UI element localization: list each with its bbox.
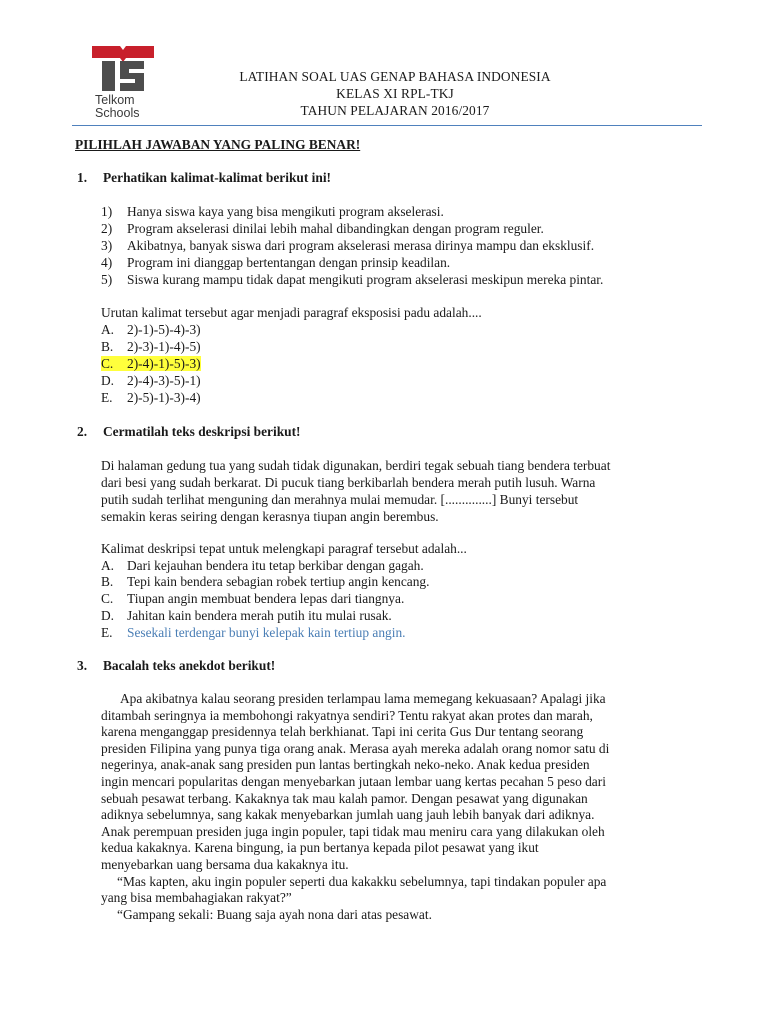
option-text: 2)-3)-1)-4)-5) — [127, 339, 201, 354]
header-divider — [72, 125, 702, 126]
option-letter: B. — [101, 574, 114, 589]
q3-number: 3. — [77, 658, 88, 673]
option-letter: D. — [101, 373, 115, 388]
option-letter: B. — [101, 339, 114, 354]
option-text: 2)-1)-5)-4)-3) — [127, 322, 201, 337]
q2-title: Cermatilah teks deskripsi berikut! — [103, 424, 301, 439]
q1-sentence — [101, 238, 594, 254]
header-class: KELAS XI RPL-TKJ — [336, 86, 454, 101]
option-text: Jahitan kain bendera merah putih itu mulai rusak. — [127, 608, 392, 623]
q3-passage-line: Apa akibatnya kalau seorang presiden terlampau lama memegang kekuasaan? Apalagi jika — [120, 691, 606, 706]
q1-sentence-text: Program ini dianggap bertentangan dengan prinsip keadilan. — [127, 255, 451, 270]
option-text: Dari kejauhan bendera itu tetap berkibar dengan gagah. — [127, 558, 424, 573]
q1-sentence-number: 2) — [101, 221, 113, 236]
header-year: TAHUN PELAJARAN 2016/2017 — [300, 103, 490, 118]
q2-option-b — [101, 574, 429, 590]
logo-text-telkom: Telkom — [95, 93, 135, 107]
instruction: PILIHLAH JAWABAN YANG PALING BENAR! — [75, 137, 361, 152]
q1-option-e — [101, 390, 201, 406]
option-text: 2)-5)-1)-3)-4) — [127, 390, 201, 405]
q3-passage-line: sebuah pesawat terbang. Kakaknya tak mau kalah pamor. Dengan pesawat yang digunakan — [101, 791, 588, 806]
q1-option-b — [101, 339, 201, 355]
logo-t-stem — [102, 61, 115, 91]
option-text: 2)-4)-1)-5)-3) — [127, 356, 201, 371]
q3-passage-line: karena menganggap presidennya telah berkhianat. Tapi ini cerita Gus Dur tentang seorang — [101, 724, 584, 739]
q1-sentence — [101, 272, 603, 288]
q2-passage-line: dari besi yang sudah berkarat. Di pucuk tiang berkibarlah bendera merah putih lusuh. Warna — [101, 475, 596, 490]
q2-number: 2. — [77, 424, 88, 439]
logo-red-book-icon — [92, 46, 154, 62]
q1-option-c-highlighted — [101, 356, 201, 372]
q3-passage-line: presiden Filipina yang punya tiga orang anak. Merasa ayah mereka adalah orang nomor satu di — [101, 741, 610, 756]
option-letter: A. — [101, 558, 115, 573]
q3-title: Bacalah teks anekdot berikut! — [103, 658, 276, 673]
q1-sentence — [101, 204, 444, 220]
q1-heading — [77, 170, 331, 186]
option-text: Tepi kain bendera sebagian robek tertiup angin kencang. — [127, 574, 430, 589]
header-title: LATIHAN SOAL UAS GENAP BAHASA INDONESIA — [239, 69, 551, 84]
q3-passage-line: Anak perempuan presiden juga ingin populer, tapi tidak mau meniru cara yang dilakukan oleh — [101, 824, 605, 839]
q2-option-e — [101, 625, 406, 641]
q1-sentence-number: 3) — [101, 238, 113, 253]
q1-sentence — [101, 221, 544, 237]
q2-passage-line: Di halaman gedung tua yang sudah tidak digunakan, berdiri tegak sebuah tiang bendera terbuat — [101, 458, 611, 473]
q3-passage-line: kedua kakaknya. Karena bingung, ia pun bertanya kepada pilot pesawat yang ikut — [101, 840, 539, 855]
option-text-blue: Sesekali terdengar bunyi kelepak kain tertiup angin. — [127, 625, 406, 640]
q2-heading — [77, 424, 301, 440]
option-text: Tiupan angin membuat bendera lepas dari tiangnya. — [127, 591, 405, 606]
option-letter: D. — [101, 608, 115, 623]
q2-option-d — [101, 608, 392, 624]
q2-passage-line: putih sudah terlihat menguning dan merahnya mulai memudar. [..............] Bunyi tersebut — [101, 492, 579, 507]
logo-text-schools: Schools — [95, 106, 140, 120]
q1-prompt: Urutan kalimat tersebut agar menjadi paragraf eksposisi padu adalah.... — [101, 305, 482, 320]
logo-s-shape — [120, 61, 144, 91]
q3-passage-line: negerinya, anak-anak sang presiden pun lantas bertingkah neko-neko. Anak kedua presiden — [101, 757, 590, 772]
q2-option-a — [101, 558, 424, 574]
option-text: 2)-4)-3)-5)-1) — [127, 373, 201, 388]
q1-sentence-text: Hanya siswa kaya yang bisa mengikuti program akselerasi. — [127, 204, 444, 219]
q3-passage-line: ingin mencari popularitas dengan menyebarkan jutaan lembar uang kertas pecahan 5 peso dari — [101, 774, 606, 789]
option-letter: A. — [101, 322, 115, 337]
q1-sentence-number: 1) — [101, 204, 113, 219]
q2-option-c — [101, 591, 404, 607]
q3-passage-line: adiknya sebelumnya, sang kakak menyebarkan jumlah uang jauh lebih banyak dari adiknya. — [101, 807, 595, 822]
q2-passage-line: semakin keras seiring dengan kerasnya tiupan angin berembus. — [101, 509, 439, 524]
q1-title: Perhatikan kalimat-kalimat berikut ini! — [103, 170, 332, 185]
q3-passage-line: “Mas kapten, aku ingin populer seperti dua kakakku sebelumnya, tapi tindakan populer apa — [117, 874, 607, 889]
q3-passage-line: yang bisa membahagiakan rakyat?” — [101, 890, 292, 905]
q1-sentence — [101, 255, 450, 271]
q3-heading — [77, 658, 275, 674]
option-letter: E. — [101, 625, 113, 640]
q1-sentence-number: 5) — [101, 272, 113, 287]
q1-sentence-number: 4) — [101, 255, 113, 270]
q3-passage-line: menyebarkan uang bersama dua kakaknya itu. — [101, 857, 349, 872]
q1-number: 1. — [77, 170, 88, 185]
option-letter: C. — [101, 591, 114, 606]
q2-prompt: Kalimat deskripsi tepat untuk melengkapi paragraf tersebut adalah... — [101, 541, 467, 556]
q1-sentence-text: Siswa kurang mampu tidak dapat mengikuti program akselerasi meskipun mereka pintar. — [127, 272, 604, 287]
q1-option-a — [101, 322, 201, 338]
q1-sentence-text: Akibatnya, banyak siswa dari program akselerasi merasa dirinya mampu dan eksklusif. — [127, 238, 595, 253]
option-letter: C. — [101, 356, 114, 371]
q3-passage-line: “Gampang sekali: Buang saja ayah nona dari atas pesawat. — [117, 907, 432, 922]
q1-option-d — [101, 373, 201, 389]
q1-sentence-text: Program akselerasi dinilai lebih mahal dibandingkan dengan program reguler. — [127, 221, 544, 236]
q3-passage-line: ditambah seringnya ia membohongi rakyatnya sendiri? Tentu rakyat akan protes dan marah, — [101, 708, 593, 723]
option-letter: E. — [101, 390, 113, 405]
